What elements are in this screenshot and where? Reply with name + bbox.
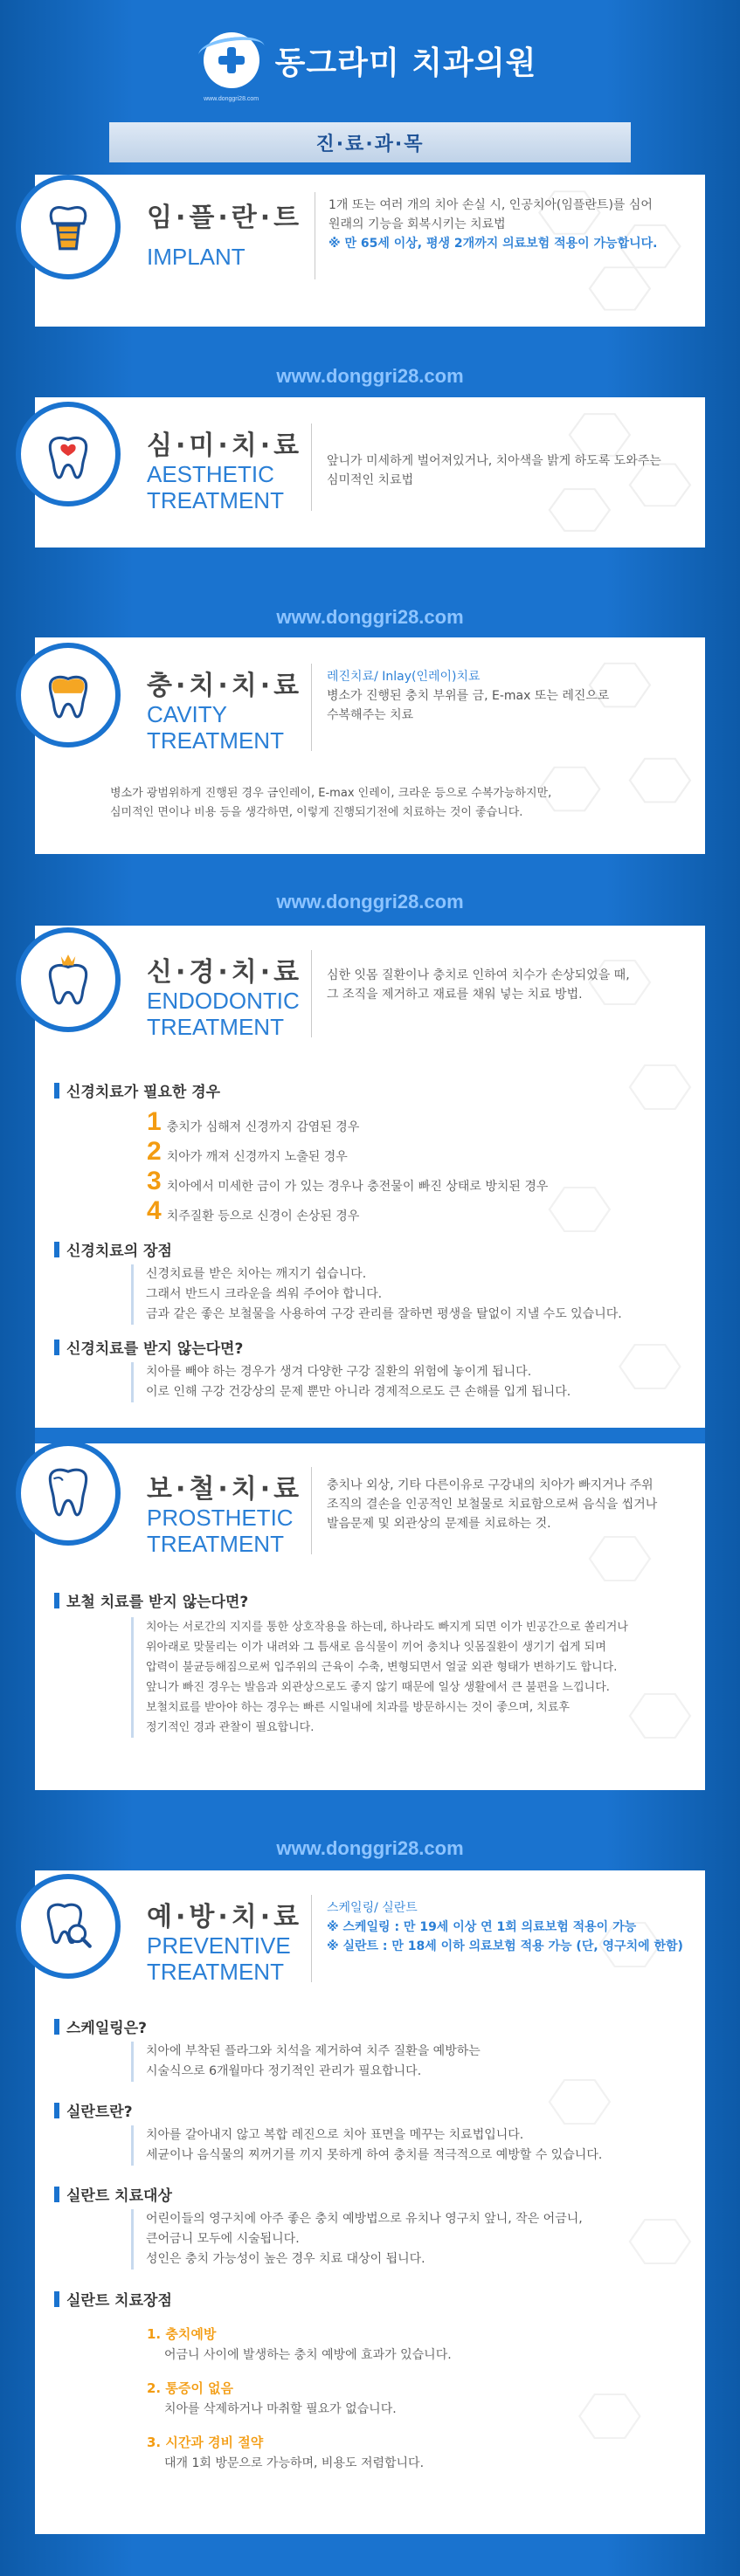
sealant-target-text (131, 2209, 583, 2269)
aesthetic-tooth-heart-icon (16, 402, 121, 506)
item-number: 2 (147, 1137, 162, 1166)
clinic-name: 동그라미 치과의원 (274, 45, 537, 81)
prosth-description (327, 1476, 657, 1533)
prosth-desc-line: 발음문제 및 외관상의 문제를 치료하는 것. (327, 1517, 551, 1531)
prosth-tooth-icon (16, 1441, 121, 1546)
prevent-sealant-note: ※ 실란트 : 만 18세 이하 의료보험 적용 가능 (단, 영구치에 한함) (327, 1939, 683, 1953)
implant-tooth-icon (16, 175, 121, 279)
scaling-heading: 스케일링은? (54, 2015, 147, 2037)
sealant-merit-title: 3. 시간과 경비 절약 (147, 2435, 264, 2450)
divider (311, 424, 312, 511)
item-number: 3 (147, 1167, 162, 1195)
target-line: 큰어금니 모두에 시술됩니다. (146, 2232, 300, 2246)
endo-tooth-crown-icon (16, 927, 121, 1032)
target-line: 성인은 충치 가능성이 높은 경우 치료 대상이 됩니다. (146, 2252, 425, 2266)
implant-title-en: IMPLANT (147, 244, 246, 270)
prosth-no-line: 치아는 서로간의 지지를 통한 상호작용을 하는데, 하나라도 빠지게 되면 이가 빈공간으로 쏠리거나 (146, 1621, 628, 1634)
cavity-desc-line: 병소가 진행된 충치 부위를 금, E-max 또는 레진으로 (327, 689, 610, 703)
implant-desc-line: 원래의 기능을 회복시키는 치료법 (329, 217, 506, 231)
item-text: 치아에서 미세한 금이 가 있는 경우나 충전물이 빠진 상태로 방치된 경우 (166, 1180, 549, 1194)
scaling-line: 치아에 부착된 플라그와 치석을 제거하여 치주 질환을 예방하는 (146, 2044, 481, 2058)
sealant-text (131, 2125, 602, 2166)
cavity-extra-line: 심미적인 면이나 비용 등을 생각하면, 이렇게 진행되기전에 치료하는 것이 좋습니다. (110, 806, 523, 819)
endo-desc-line: 심한 잇몸 질환이나 충치로 인하여 치수가 손상되었을 때, (327, 968, 630, 982)
prosth-title-en1: PROSTHETIC (147, 1505, 294, 1531)
divider (311, 1895, 312, 1982)
sealant-merit-title: 1. 충치예방 (147, 2326, 217, 2342)
cavity-desc-line: 수복해주는 치료 (327, 708, 414, 722)
item-number: 1 (147, 1107, 162, 1136)
endo-merit-text (131, 1264, 622, 1325)
endo-merit-heading: 신경치료의 장점 (54, 1238, 172, 1260)
scaling-line: 시술식으로 6개월마다 정기적인 관리가 필요합니다. (146, 2064, 422, 2078)
merit-line: 신경치료를 받은 치아는 깨지기 쉽습니다. (146, 1267, 367, 1281)
cavity-tooth-icon (16, 643, 121, 747)
item-text: 치주질환 등으로 신경이 손상된 경우 (166, 1209, 360, 1223)
implant-desc-line: 1개 또는 여러 개의 치아 손실 시, 인공치아(임플란트)를 심어 (329, 198, 653, 212)
header (0, 0, 740, 121)
prosth-no-line: 정기적인 경과 관찰이 필요합니다. (146, 1721, 315, 1734)
divider (311, 664, 312, 751)
aesthetic-title-en2: TREATMENT (147, 487, 284, 513)
website-url: www.donggri28.com (276, 891, 464, 913)
no-line: 이로 인해 구강 건강상의 문제 뿐만 아니라 경제적으로도 큰 손해를 입게 됩니다. (146, 1385, 571, 1399)
section-separator (35, 1428, 705, 1443)
clinic-logo-icon (204, 32, 259, 102)
endo-title-en2: TREATMENT (147, 1014, 284, 1040)
prosth-no-heading: 보철 치료를 받지 않는다면? (54, 1589, 248, 1611)
endo-description (327, 966, 630, 1004)
item-number: 4 (147, 1196, 162, 1225)
sealant-line: 치아를 갈아내지 않고 복합 레진으로 치아 표면을 메꾸는 치료법입니다. (146, 2128, 524, 2142)
prosth-no-line: 보철치료를 받아야 하는 경우는 빠른 시일내에 치과를 방문하시는 것이 좋으며, 치료후 (146, 1701, 570, 1714)
website-url: www.donggri28.com (276, 365, 464, 387)
prevent-tooth-magnifier-icon (16, 1874, 121, 1979)
prevent-description (327, 1898, 683, 1956)
cavity-subtitle: 레진치료/ Inlay(인레이)치료 (327, 670, 481, 684)
prosth-desc-line: 조직의 결손을 인공적인 보철물로 치료함으로써 음식을 씹거나 (327, 1498, 658, 1512)
scaling-text (131, 2042, 481, 2082)
endo-prosth-card (35, 926, 705, 1790)
endo-need-item (147, 1139, 348, 1165)
prosth-no-line: 앞니가 빠진 경우는 발음과 외관상으로도 좋지 않기 때문에 일상 생활에서 큰 불편을 느낍니다. (146, 1681, 610, 1694)
prosth-no-text (131, 1617, 628, 1738)
cavity-extra-note (110, 784, 551, 823)
logo-caption: www.donggri28.com (204, 96, 259, 102)
sealant-heading: 실란트란? (54, 2099, 133, 2121)
endo-need-item (147, 1168, 548, 1195)
endo-no-text (131, 1362, 571, 1402)
endo-need-item (147, 1198, 359, 1224)
endo-desc-line: 그 조직을 제거하고 재료를 채워 넣는 치료 방법. (327, 988, 583, 1002)
endo-title-en1: ENDODONTIC (147, 988, 300, 1014)
prevent-scaling-note: ※ 스케일링 : 만 19세 이상 연 1회 의료보험 적용이 가능 (327, 1920, 637, 1934)
sealant-target-heading: 실란트 치료대상 (54, 2183, 172, 2205)
cavity-title-kr: 충·치·치·료 (147, 671, 303, 701)
implant-insurance-note: ※ 만 65세 이상, 평생 2개까지 의료보험 적용이 가능합니다. (329, 237, 658, 251)
sealant-merit-desc: 대개 1회 방문으로 가능하며, 비용도 저렴합니다. (164, 2456, 425, 2470)
prevent-title-kr: 예·방·치·료 (147, 1902, 303, 1932)
sealant-merit-heading: 실란트 치료장점 (54, 2288, 172, 2310)
cavity-card (35, 637, 705, 854)
prosth-title-kr: 보·철·치·료 (147, 1474, 303, 1505)
prevent-subtitle: 스케일링/ 실란트 (327, 1901, 418, 1915)
implant-title-kr: 임·플·란·트 (147, 203, 303, 233)
prevent-title-en1: PREVENTIVE (147, 1932, 291, 1959)
no-line: 치아를 빼야 하는 경우가 생겨 다양한 구강 질환의 위험에 놓이게 됩니다. (146, 1365, 532, 1379)
aesthetic-desc-line: 앞니가 미세하게 벌어져있거나, 치아색을 밝게 하도록 도와주는 (327, 454, 661, 468)
dept-title-bar (109, 122, 631, 162)
aesthetic-title-en1: AESTHETIC (147, 461, 274, 487)
aesthetic-description (327, 451, 661, 490)
implant-description (329, 196, 657, 253)
item-text: 충치가 심해져 신경까지 감염된 경우 (166, 1120, 360, 1134)
prevent-card (35, 1870, 705, 2534)
sealant-merit-desc: 어금니 사이에 발생하는 충치 예방에 효과가 있습니다. (164, 2348, 452, 2362)
sealant-merit-title: 2. 통증이 없음 (147, 2380, 234, 2396)
sealant-merit-desc: 치아를 삭제하거나 마취할 필요가 없습니다. (164, 2402, 397, 2416)
website-url: www.donggri28.com (276, 1837, 464, 1859)
cavity-title-en1: CAVITY (147, 701, 227, 727)
aesthetic-card (35, 397, 705, 548)
cavity-description (327, 667, 609, 725)
prosth-title-en2: TREATMENT (147, 1531, 284, 1557)
divider (311, 950, 312, 1037)
implant-card (35, 175, 705, 327)
target-line: 어린이들의 영구치에 아주 좋은 충치 예방법으로 유치나 영구치 앞니, 작은 어금니, (146, 2212, 583, 2226)
item-text: 치아가 깨져 신경까지 노출된 경우 (166, 1150, 348, 1164)
prevent-title-en2: TREATMENT (147, 1959, 284, 1985)
dept-title: 진·료·과·목 (315, 133, 425, 155)
hexagon-pattern-icon (303, 1870, 705, 2534)
prosth-no-line: 위아래로 맞물리는 이가 내려와 그 틈새로 음식물이 끼어 충치나 잇몸질환이 생기기 쉽게 되며 (146, 1641, 606, 1654)
merit-line: 금과 같은 좋은 보철물을 사용하여 구강 관리를 잘하면 평생을 탈없이 지낼 수도 있습니다. (146, 1307, 622, 1321)
endo-need-item (147, 1109, 359, 1135)
aesthetic-title-kr: 심·미·치·료 (147, 430, 303, 461)
cavity-extra-line: 병소가 광범위하게 진행된 경우 금인레이, E-max 인레이, 크라운 등으로 수복가능하지만, (110, 787, 552, 800)
prosth-no-line: 압력이 불균등해짐으로써 입주위의 근육이 수축, 변형되면서 얼굴 외관 형태가 변하기도 합니다. (146, 1661, 618, 1674)
cavity-title-en2: TREATMENT (147, 727, 284, 754)
endo-title-kr: 신·경·치·료 (147, 957, 303, 988)
merit-line: 그래서 반드시 크라운을 씌워 주어야 합니다. (146, 1287, 383, 1301)
aesthetic-desc-line: 심미적인 치료법 (327, 473, 414, 487)
website-url: www.donggri28.com (276, 606, 464, 628)
divider (311, 1467, 312, 1554)
prosth-desc-line: 충치나 외상, 기타 다른이유로 구강내의 치아가 빠지거나 주위 (327, 1478, 654, 1492)
sealant-line: 세균이나 음식물의 찌꺼기를 끼지 못하게 하여 충치를 적극적으로 예방할 수 있습니다. (146, 2148, 603, 2162)
endo-no-heading: 신경치료를 받지 않는다면? (54, 1336, 243, 1358)
endo-need-heading: 신경치료가 필요한 경우 (54, 1079, 220, 1101)
